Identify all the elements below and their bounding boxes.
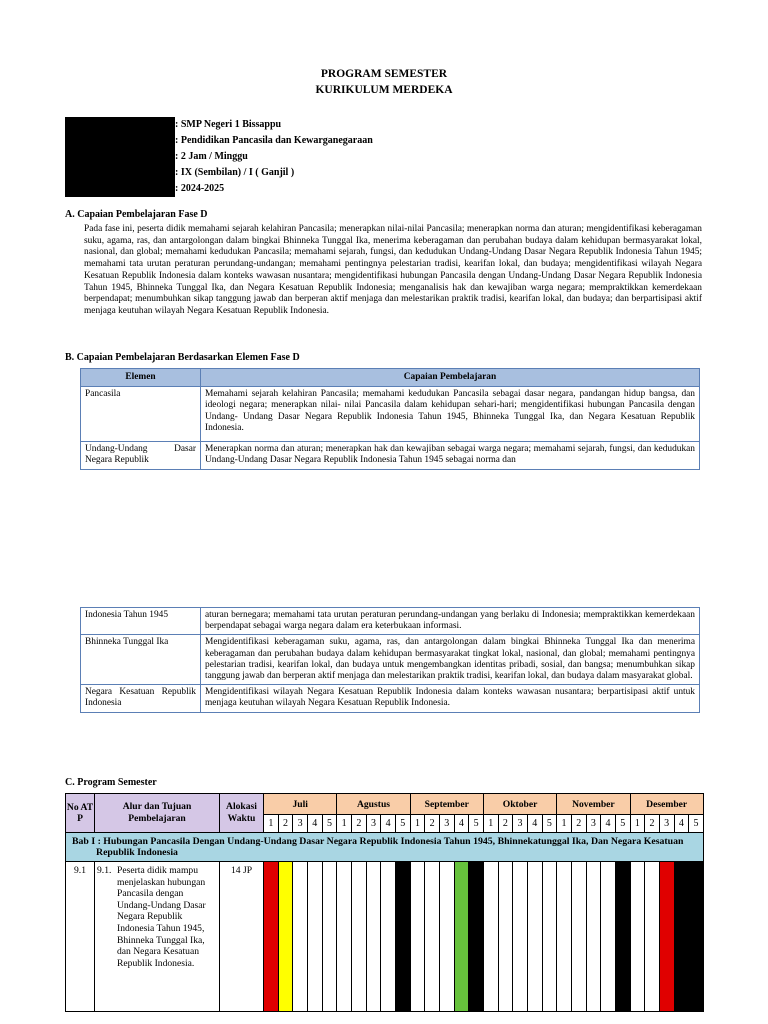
week-cell bbox=[527, 862, 542, 1012]
week-cell bbox=[410, 862, 425, 1012]
table-row bbox=[81, 608, 700, 635]
week-cell bbox=[674, 862, 689, 1012]
week-cell bbox=[483, 862, 498, 1012]
week-header: 2 bbox=[571, 815, 586, 833]
atp-number: 9.1 bbox=[66, 862, 95, 1012]
section-a-heading: A. Capaian Pembelajaran Fase D bbox=[65, 209, 208, 220]
table-row bbox=[81, 635, 700, 685]
week-header: 4 bbox=[674, 815, 689, 833]
col-header-alokasi: Alokasi Waktu bbox=[220, 794, 264, 833]
week-header: 1 bbox=[410, 815, 425, 833]
info-label: Sekolah bbox=[65, 117, 175, 133]
week-header: 4 bbox=[381, 815, 396, 833]
week-cell bbox=[513, 862, 528, 1012]
bab-row bbox=[66, 833, 704, 862]
week-header: 4 bbox=[454, 815, 469, 833]
week-cell bbox=[264, 862, 279, 1012]
week-cell bbox=[659, 862, 674, 1012]
alur-number: 9.1. bbox=[97, 865, 112, 876]
week-cell bbox=[425, 862, 440, 1012]
info-label: Tahun Pelajaran bbox=[65, 181, 175, 197]
week-cell bbox=[498, 862, 513, 1012]
section-a-text: Pada fase ini, peserta didik memahami sejarah kelahiran Pancasila; menerapkan nilai-nilai Pancasila; menerapkan norma dan aturan; mengidentifikasi keberagaman suku, agama, ras, dan antargolongan dalam bingkai Bhinneka Tunggal Ika, menerima keberagaman dan perubahan budaya dalam kehidupan bermasyarakat lokal, nasional, dan global; memahami kedudukan Pancasila; memahami sejarah, fungsi, dan kedudukan Undang-Undang Dasar Negara Republik Indonesia Tahun 1945; memahami tata urutan peraturan perundang-undangan; memahami pentingnya pelestarian tradisi, kearifan lokal, dan budaya; mengidentifikasi wilayah Negara Kesatuan Republik Indonesia dalam konteks wawasan nusantara; mengidentifikasi hubungan Pancasila dengan Undang-Undang Dasar Negara Republik Indonesia Tahun 1945, Bhinneka Tunggal Ika, dan Negara Kesatuan Republik Indonesia; menganalisis hak dan kewajiban warga negara; mempraktikkan kemerdekaan berpendapat; menumbuhkan sikap tanggung jawab dan berperan aktif menjaga dan melestarikan praktik tradisi, kearifan lokal, dan budaya; dan berpartisipasi aktif menjaga keutuhan wilayah Negara Kesatuan Republik Indonesia. bbox=[84, 224, 702, 316]
week-header: 2 bbox=[425, 815, 440, 833]
capaian-cell: Mengidentifikasi wilayah Negara Kesatuan Republik Indonesia dalam konteks wawasan nusantara; berpartisipasi aktif untuk menjaga keutuhan wilayah Negara Kesatuan Republik Indonesia. bbox=[201, 685, 700, 712]
alur-cell bbox=[95, 862, 220, 1012]
month-header: September bbox=[410, 794, 483, 815]
elemen-cell: Undang-Undang Dasar Negara Republik bbox=[81, 442, 201, 469]
month-header: November bbox=[557, 794, 630, 815]
week-cell bbox=[395, 862, 410, 1012]
info-label: Fase D Kelas/Semester bbox=[65, 165, 175, 181]
week-header: 1 bbox=[264, 815, 279, 833]
week-cell bbox=[381, 862, 396, 1012]
info-row bbox=[65, 181, 373, 197]
week-header: 1 bbox=[557, 815, 572, 833]
week-header: 3 bbox=[513, 815, 528, 833]
week-header: 2 bbox=[278, 815, 293, 833]
info-value: : 2024-2025 bbox=[175, 183, 225, 194]
alur-text: Peserta didik mampu menjelaskan hubungan Pancasila dengan Undang-Undang Dasar Negara Republik Indonesia Tahun 1945, Bhinneka Tunggal Ika, dan Negara Kesatuan Republik Indonesia. bbox=[117, 865, 206, 969]
week-header: 5 bbox=[322, 815, 337, 833]
section-c-heading: C. Program Semester bbox=[65, 777, 157, 788]
col-header-alur: Alur dan Tujuan Pembelajaran bbox=[95, 794, 220, 833]
week-header: 5 bbox=[469, 815, 484, 833]
week-cell bbox=[557, 862, 572, 1012]
bab-title: Bab I : Hubungan Pancasila Dengan Undang-Undang Dasar Negara Republik Indonesia Tahun 1945, Bhinnekatunggal Ika, Dan Negara Kesatuan Republik Indonesia bbox=[66, 833, 704, 862]
identity-block bbox=[65, 117, 373, 197]
table-row bbox=[81, 685, 700, 712]
elemen-cell: Indonesia Tahun 1945 bbox=[81, 608, 201, 635]
week-header: 3 bbox=[439, 815, 454, 833]
elemen-table-page1-clip bbox=[80, 368, 702, 476]
week-cell bbox=[615, 862, 630, 1012]
week-header: 4 bbox=[307, 815, 322, 833]
week-header: 3 bbox=[366, 815, 381, 833]
capaian-cell: Memahami sejarah kelahiran Pancasila; memahami kedudukan Pancasila sebagai dasar negara, pandangan hidup bangsa, dan ideologi negara; menerapkan nilai- nilai Pancasila dalam kehidupan sehari-hari; mengidentifikasi hubungan Pancasila dengan Undang- Undang Dasar Negara Republik Indonesia Tahun 1945, Bhinneka Tunggal Ika, dan Negara Kesatuan Republik Indonesia. bbox=[201, 387, 700, 442]
program-semester-table bbox=[65, 793, 704, 1012]
table-row bbox=[66, 862, 704, 1012]
capaian-cell: Mengidentifikasi keberagaman suku, agama, ras, dan antargolongan dalam bingkai Bhinneka Tunggal Ika dan menerima keberagaman dan perubahan budaya dalam kehidupan bermasyarakat tingkat lokal, nasional, dan global; memahami pentingnya pelestarian tradisi, kearifan lokal, dan budaya untuk mengembangkan identitas pribadi, sosial, dan bangsa; menumbuhkan sikap tanggung jawab dan berperan aktif menjaga dan melestarikan praktik tradisi, kearifan lokal, dan budaya dalam masyarakat global. bbox=[201, 635, 700, 685]
elemen-cell: Bhinneka Tunggal Ika bbox=[81, 635, 201, 685]
month-header: Desember bbox=[630, 794, 703, 815]
week-header: 1 bbox=[337, 815, 352, 833]
week-cell bbox=[542, 862, 557, 1012]
info-row bbox=[65, 165, 373, 181]
alokasi-cell: 14 JP bbox=[220, 862, 264, 1012]
document-title: PROGRAM SEMESTER bbox=[320, 68, 448, 80]
col-header-elemen: Elemen bbox=[81, 369, 201, 387]
week-cell bbox=[337, 862, 352, 1012]
col-header-capaian: Capaian Pembelajaran bbox=[201, 369, 700, 387]
week-header: 5 bbox=[689, 815, 704, 833]
week-cell bbox=[689, 862, 704, 1012]
info-row bbox=[65, 133, 373, 149]
month-header: Oktober bbox=[483, 794, 556, 815]
info-value: : SMP Negeri 1 Bissappu bbox=[175, 119, 282, 130]
week-cell bbox=[469, 862, 484, 1012]
week-header: 2 bbox=[645, 815, 660, 833]
week-header: 5 bbox=[615, 815, 630, 833]
info-value: : 2 Jam / Minggu bbox=[175, 151, 248, 162]
month-header: Agustus bbox=[337, 794, 410, 815]
week-cell bbox=[322, 862, 337, 1012]
info-row bbox=[65, 149, 373, 165]
week-cell bbox=[630, 862, 645, 1012]
capaian-cell: aturan bernegara; memahami tata urutan peraturan perundang-undangan yang berlaku di Indonesia; mempraktikkan kemerdekaan berpendapat sebagai warga negara dalam era keterbukaan informasi. bbox=[201, 608, 700, 635]
week-header: 2 bbox=[352, 815, 367, 833]
week-header: 3 bbox=[659, 815, 674, 833]
week-cell bbox=[645, 862, 660, 1012]
week-cell bbox=[352, 862, 367, 1012]
week-cell bbox=[293, 862, 308, 1012]
week-header: 1 bbox=[483, 815, 498, 833]
week-cell bbox=[601, 862, 616, 1012]
week-header: 4 bbox=[527, 815, 542, 833]
table-row bbox=[81, 442, 700, 469]
elemen-cell: Negara Kesatuan Republik Indonesia bbox=[81, 685, 201, 712]
info-value: : Pendidikan Pancasila dan Kewarganegaraan bbox=[175, 135, 373, 146]
col-header-no-atp: No AT P bbox=[66, 794, 95, 833]
info-value: : IX (Sembilan) / I ( Ganjil ) bbox=[175, 167, 295, 178]
week-header: 5 bbox=[395, 815, 410, 833]
week-header: 5 bbox=[542, 815, 557, 833]
month-header: Juli bbox=[264, 794, 337, 815]
week-header: 3 bbox=[586, 815, 601, 833]
capaian-cell: Menerapkan norma dan aturan; menerapkan hak dan kewajiban sebagai warga negara; memahami sejarah, fungsi, dan kedudukan Undang-Undang Dasar Negara Republik Indonesia Tahun 1945 sebagai norma dan bbox=[201, 442, 700, 469]
week-cell bbox=[454, 862, 469, 1012]
info-row bbox=[65, 117, 373, 133]
table-row bbox=[81, 387, 700, 442]
week-cell bbox=[571, 862, 586, 1012]
week-cell bbox=[278, 862, 293, 1012]
week-cell bbox=[307, 862, 322, 1012]
week-header: 2 bbox=[498, 815, 513, 833]
section-b-heading: B. Capaian Pembelajaran Berdasarkan Elemen Fase D bbox=[65, 352, 300, 363]
elemen-cell: Pancasila bbox=[81, 387, 201, 442]
week-header: 3 bbox=[293, 815, 308, 833]
document-subtitle: KURIKULUM MERDEKA bbox=[315, 84, 453, 96]
week-cell bbox=[366, 862, 381, 1012]
week-cell bbox=[439, 862, 454, 1012]
info-label: Alokasi Waktu bbox=[65, 149, 175, 165]
week-header: 1 bbox=[630, 815, 645, 833]
elemen-table-page2 bbox=[80, 607, 700, 713]
elemen-table-page1 bbox=[80, 368, 700, 470]
week-header: 4 bbox=[601, 815, 616, 833]
week-cell bbox=[586, 862, 601, 1012]
info-label: Mata Pelajaran bbox=[65, 133, 175, 149]
